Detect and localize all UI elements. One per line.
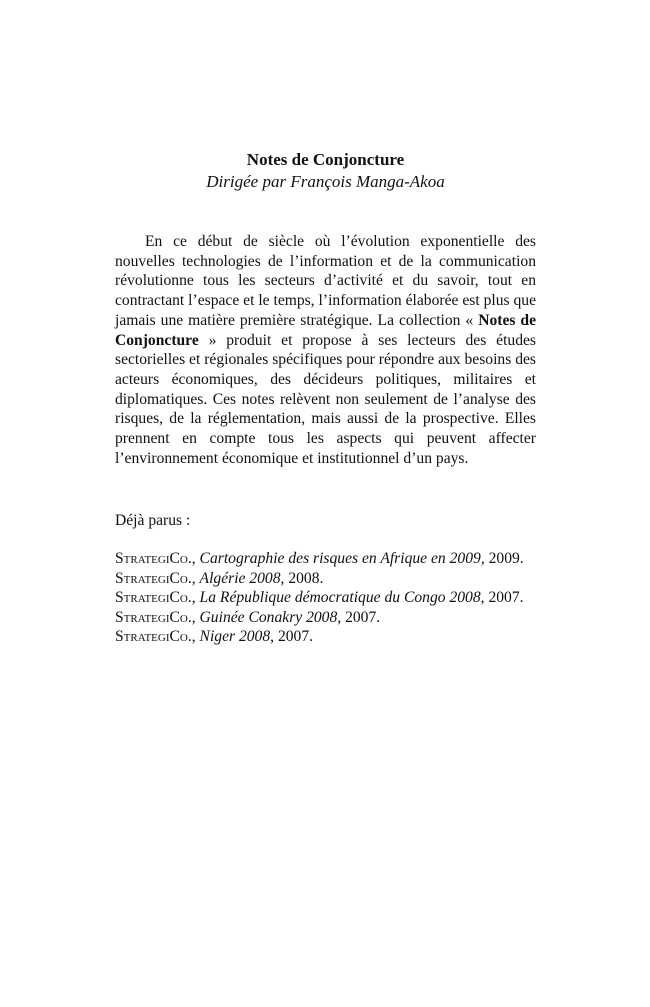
- intro-text-1: En ce début de siècle où l’évolution exponentielle des nouvelles technologies de l’information et de la communication révolutionne tous les secteurs d’activité et du savoir, tout en contractant l’espace et le temps, l’information élaborée est plus que jamais une matière première stratégique. La collection «: [115, 233, 536, 329]
- intro-paragraph: [115, 232, 536, 468]
- author: StrategiCo.: [115, 550, 192, 567]
- author: StrategiCo.: [115, 569, 192, 587]
- year: 2007.: [277, 628, 314, 646]
- author: StrategiCo.: [115, 628, 192, 646]
- published-list: [115, 549, 536, 647]
- book-title: Algérie 2008: [199, 569, 281, 587]
- author: StrategiCo.: [115, 589, 192, 607]
- list-item: StrategiCo., Guinée Conakry 2008, 2007.: [115, 608, 381, 626]
- year: 2007.: [345, 608, 381, 626]
- published-heading: Déjà parus :: [115, 512, 191, 529]
- collection-title: Notes de Conjoncture: [246, 150, 405, 169]
- book-title: Cartographie des risques en Afrique en 2009: [199, 550, 481, 567]
- year: 2009.: [488, 550, 524, 567]
- list-item: StrategiCo., Niger 2008, 2007.: [115, 628, 314, 646]
- book-title: Guinée Conakry 2008: [199, 608, 338, 626]
- intro-collection-name: Notes de Conjoncture: [115, 311, 537, 349]
- year: 2007.: [488, 589, 524, 607]
- book-title: La République démocratique du Congo 2008: [199, 589, 481, 607]
- intro-text-2: » produit et propose à ses lecteurs des études sectorielles et régionales spécifiques pour répondre aux besoins des acteurs économiques, des décideurs politiques, militaires et diplomatiques. Ces notes relèvent non seulement de l’analyse des risques, de la réglementation, mais aussi de la prospective. Elles prennent en compte tous les aspects qui peuvent affecter l’environnement économique et institutionnel d’un pays.: [115, 331, 536, 467]
- list-item: StrategiCo., Cartographie des risques en Afrique en 2009, 2009.: [115, 550, 524, 567]
- list-item: StrategiCo., La République démocratique du Congo 2008, 2007.: [115, 589, 524, 607]
- list-item: StrategiCo., Algérie 2008, 2008.: [115, 569, 324, 587]
- book-title: Niger 2008: [199, 628, 271, 646]
- year: 2008.: [288, 569, 324, 587]
- author: StrategiCo.: [115, 608, 192, 626]
- collection-editor: Dirigée par François Manga-Akoa: [206, 172, 445, 191]
